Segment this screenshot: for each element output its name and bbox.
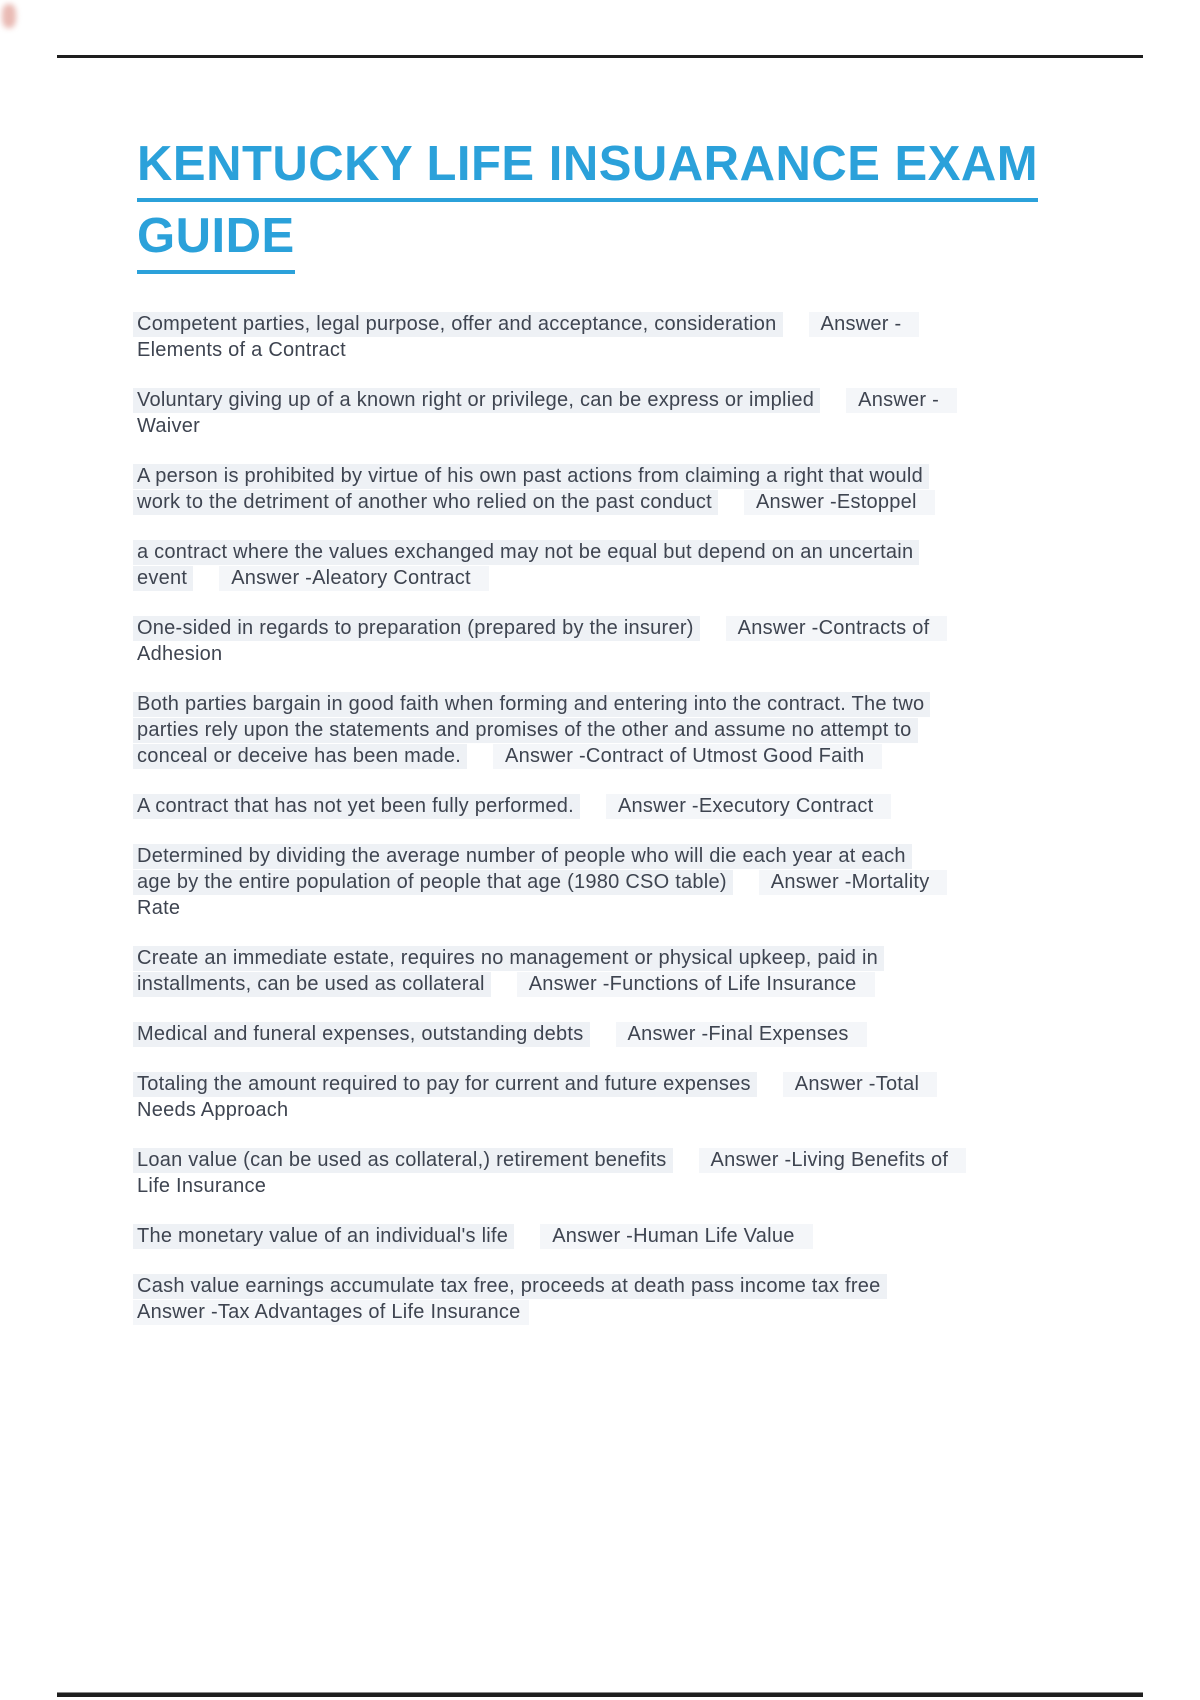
- qa-item: [137, 1071, 966, 1123]
- answer-text: Answer -Human Life Value: [540, 1224, 812, 1249]
- answer-continuation-text: Adhesion: [137, 643, 223, 665]
- qa-text-line: [137, 1173, 966, 1199]
- qa-text-line: [137, 843, 966, 869]
- page-title-line-2: [137, 200, 1038, 272]
- answer-text: Answer -Total: [783, 1072, 937, 1097]
- answer-text: Answer -Living Benefits of: [699, 1148, 967, 1173]
- qa-text-line: [137, 691, 966, 717]
- answer-text: Answer -Contract of Utmost Good Faith: [493, 744, 882, 769]
- question-text: One-sided in regards to preparation (prepared by the insurer): [133, 616, 700, 641]
- bottom-horizontal-rule: [57, 1692, 1143, 1697]
- qa-item: [137, 1147, 966, 1199]
- qa-item: [137, 463, 966, 515]
- question-text: Both parties bargain in good faith when forming and entering into the contract. The two: [133, 692, 930, 717]
- qa-item: [137, 311, 966, 363]
- qa-text-line: [137, 1097, 966, 1123]
- question-text: work to the detriment of another who relied on the past conduct: [133, 490, 718, 515]
- question-text: conceal or deceive has been made.: [133, 744, 467, 769]
- answer-text: Answer -Executory Contract: [606, 794, 891, 819]
- qa-item: [137, 1223, 966, 1249]
- answer-text: Answer -: [846, 388, 957, 413]
- answer-continuation-text: Waiver: [137, 415, 200, 437]
- page-title-text-1: KENTUCKY LIFE INSUARANCE EXAM: [137, 137, 1038, 202]
- qa-item: [137, 691, 966, 769]
- qa-text-line: [137, 1223, 966, 1249]
- qa-text-line: [137, 1299, 966, 1325]
- answer-continuation-text: Elements of a Contract: [137, 339, 346, 361]
- answer-text: Answer -Functions of Life Insurance: [517, 972, 875, 997]
- qa-item: [137, 793, 966, 819]
- qa-item: [137, 615, 966, 667]
- qa-text-line: [137, 895, 966, 921]
- qa-item: [137, 387, 966, 439]
- qa-text-line: [137, 743, 966, 769]
- qa-text-line: [137, 945, 966, 971]
- page-title-text-2: GUIDE: [137, 209, 295, 274]
- qa-item: [137, 539, 966, 591]
- question-text: The monetary value of an individual's life: [133, 1224, 514, 1249]
- page-title-line-1: [137, 128, 1038, 200]
- question-text: Cash value earnings accumulate tax free, proceeds at death pass income tax free: [133, 1274, 887, 1299]
- qa-text-line: [137, 793, 966, 819]
- answer-continuation-text: Needs Approach: [137, 1099, 289, 1121]
- question-text: parties rely upon the statements and promises of the other and assume no attempt to: [133, 718, 918, 743]
- question-text: Loan value (can be used as collateral,) retirement benefits: [133, 1148, 673, 1173]
- question-text: A person is prohibited by virtue of his own past actions from claiming a right that would: [133, 464, 929, 489]
- qa-text-line: [137, 489, 966, 515]
- qa-text-line: [137, 1071, 966, 1097]
- qa-text-line: [137, 615, 966, 641]
- qa-text-line: [137, 1273, 966, 1299]
- question-text: Create an immediate estate, requires no management or physical upkeep, paid in: [133, 946, 884, 971]
- qa-text-line: [137, 311, 966, 337]
- qa-text-line: [137, 1021, 966, 1047]
- qa-item: [137, 1273, 966, 1325]
- answer-text: Answer -Aleatory Contract: [219, 566, 489, 591]
- top-horizontal-rule: [57, 55, 1143, 58]
- qa-item: [137, 843, 966, 921]
- qa-text-line: [137, 337, 966, 363]
- answer-text: Answer -Final Expenses: [616, 1022, 867, 1047]
- qa-list: [137, 311, 966, 1349]
- answer-text: Answer -Estoppel: [744, 490, 935, 515]
- question-text: event: [133, 566, 193, 591]
- question-text: Medical and funeral expenses, outstanding debts: [133, 1022, 590, 1047]
- question-text: Competent parties, legal purpose, offer and acceptance, consideration: [133, 312, 783, 337]
- answer-continuation-text: Life Insurance: [137, 1175, 267, 1197]
- answer-text: Answer -Tax Advantages of Life Insurance: [133, 1300, 529, 1325]
- scan-artifact: [2, 4, 16, 28]
- qa-text-line: [137, 869, 966, 895]
- question-text: A contract that has not yet been fully performed.: [133, 794, 580, 819]
- qa-item: [137, 1021, 966, 1047]
- answer-text: Answer -: [809, 312, 920, 337]
- page-title: [137, 128, 1038, 272]
- qa-text-line: [137, 565, 966, 591]
- question-text: Determined by dividing the average number of people who will die each year at each: [133, 844, 912, 869]
- question-text: Voluntary giving up of a known right or privilege, can be express or implied: [133, 388, 820, 413]
- question-text: age by the entire population of people that age (1980 CSO table): [133, 870, 733, 895]
- question-text: installments, can be used as collateral: [133, 972, 491, 997]
- qa-text-line: [137, 971, 966, 997]
- qa-text-line: [137, 1147, 966, 1173]
- question-text: Totaling the amount required to pay for current and future expenses: [133, 1072, 757, 1097]
- answer-text: Answer -Contracts of: [726, 616, 948, 641]
- qa-text-line: [137, 539, 966, 565]
- qa-text-line: [137, 413, 966, 439]
- answer-text: Answer -Mortality: [759, 870, 948, 895]
- qa-text-line: [137, 641, 966, 667]
- answer-continuation-text: Rate: [137, 897, 181, 919]
- qa-text-line: [137, 463, 966, 489]
- qa-item: [137, 945, 966, 997]
- qa-text-line: [137, 717, 966, 743]
- qa-text-line: [137, 387, 966, 413]
- question-text: a contract where the values exchanged may not be equal but depend on an uncertain: [133, 540, 919, 565]
